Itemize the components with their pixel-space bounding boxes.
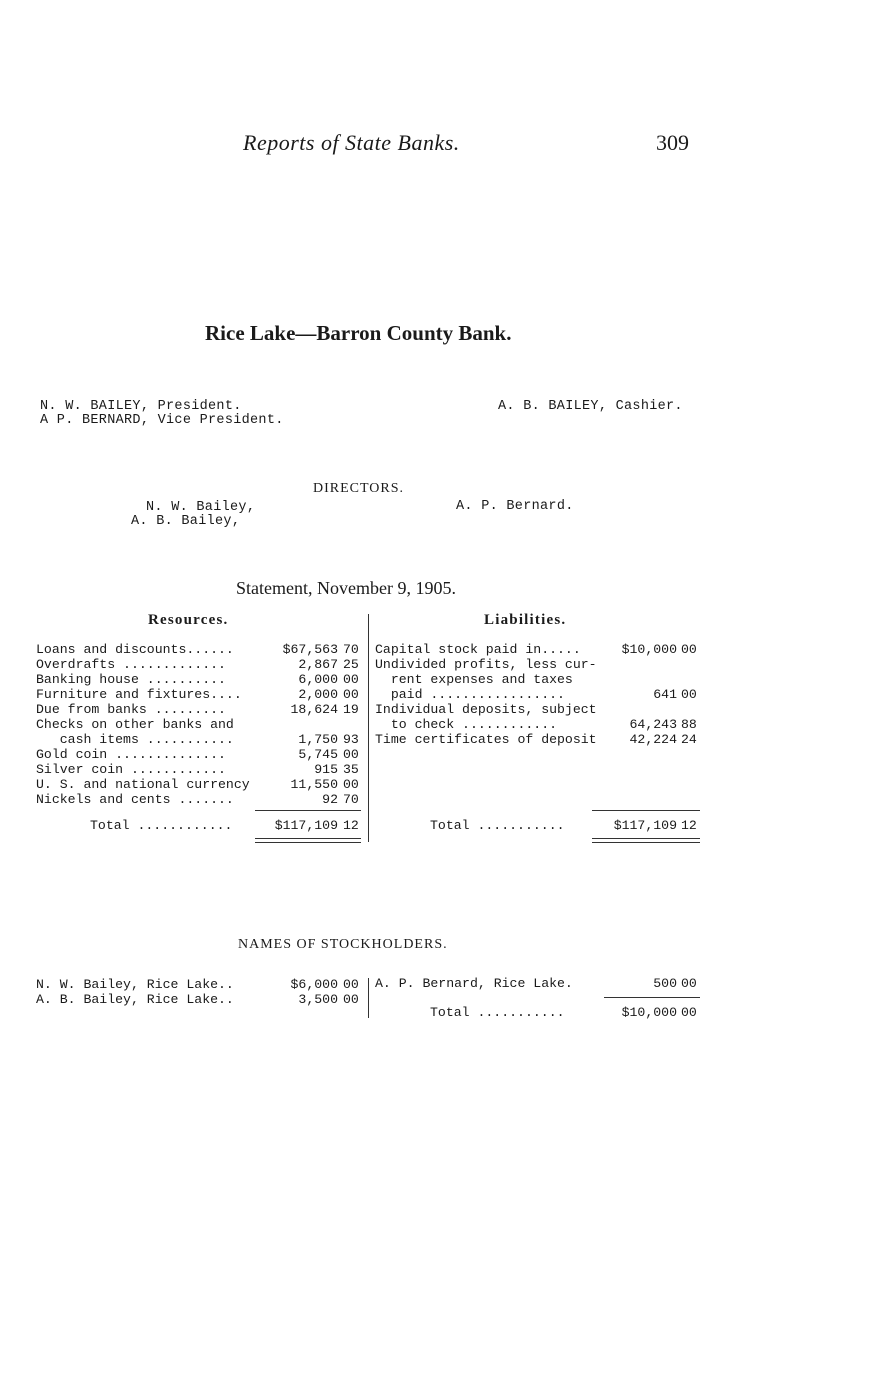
table-row: Furniture and fixtures.... 2,000 00 — [36, 687, 359, 702]
table-row: Checks on other banks and — [36, 717, 234, 732]
director-name: A. P. Bernard. — [456, 499, 574, 514]
statement-heading: Statement, November 9, 1905. — [236, 578, 456, 598]
table-row: Time certificates of deposit 42,224 24 — [375, 732, 697, 747]
table-row: Overdrafts ............. 2,867 25 — [36, 657, 359, 672]
total-rule — [604, 997, 700, 998]
stockholders-divider — [368, 978, 369, 1018]
table-row: Loans and discounts...... $67,563 70 — [36, 642, 359, 657]
resources-total-row: Total ............ $117,109 12 — [90, 818, 359, 833]
table-row: Silver coin ............ 915 35 — [36, 762, 359, 777]
table-row: A. P. Bernard, Rice Lake. 500 00 — [375, 976, 697, 991]
table-row: to check ............ 64,243 88 — [375, 717, 697, 732]
liabilities-total-row: Total ........... $117,109 12 — [430, 818, 697, 833]
table-row: A. B. Bailey, Rice Lake.. 3,500 00 — [36, 992, 359, 1007]
resources-heading: Resources. — [148, 612, 229, 628]
table-row: rent expenses and taxes — [375, 672, 573, 687]
page-number: 309 — [656, 130, 689, 155]
table-row: Gold coin .............. 5,745 00 — [36, 747, 359, 762]
officer-vice-president: A P. BERNARD, Vice President. — [40, 413, 284, 428]
resources-table — [36, 642, 366, 842]
stockholders-heading: NAMES OF STOCKHOLDERS. — [238, 937, 448, 952]
table-row: paid ................. 641 00 — [375, 687, 697, 702]
double-rule — [592, 842, 700, 843]
liabilities-table — [375, 642, 705, 762]
column-divider — [368, 614, 369, 842]
table-row: Due from banks ......... 18,624 19 — [36, 702, 359, 717]
bank-title: Rice Lake—Barron County Bank. — [205, 321, 512, 345]
director-name: N. W. Bailey, — [146, 500, 256, 515]
table-row: Undivided profits, less cur- — [375, 657, 597, 672]
director-name: A. B. Bailey, — [131, 514, 241, 529]
table-row: U. S. and national currency 11,550 00 — [36, 777, 359, 792]
table-row: Capital stock paid in..... $10,000 00 — [375, 642, 697, 657]
table-row: Banking house .......... 6,000 00 — [36, 672, 359, 687]
running-header-title: Reports of State Banks. — [243, 130, 460, 155]
double-rule — [592, 838, 700, 839]
liabilities-heading: Liabilities. — [484, 612, 567, 628]
officer-cashier: A. B. BAILEY, Cashier. — [498, 399, 683, 414]
stockholders-total-row: Total ........... $10,000 00 — [430, 1005, 697, 1020]
table-row: N. W. Bailey, Rice Lake.. $6,000 00 — [36, 977, 359, 992]
table-row: cash items ........... 1,750 93 — [36, 732, 359, 747]
table-row: Nickels and cents ....... 92 70 — [36, 792, 359, 807]
double-rule — [255, 842, 361, 843]
officer-president: N. W. BAILEY, President. — [40, 399, 242, 414]
total-rule — [255, 810, 361, 811]
directors-heading: DIRECTORS. — [313, 481, 405, 496]
double-rule — [255, 838, 361, 839]
table-row: Individual deposits, subject — [375, 702, 597, 717]
total-rule — [592, 810, 700, 811]
